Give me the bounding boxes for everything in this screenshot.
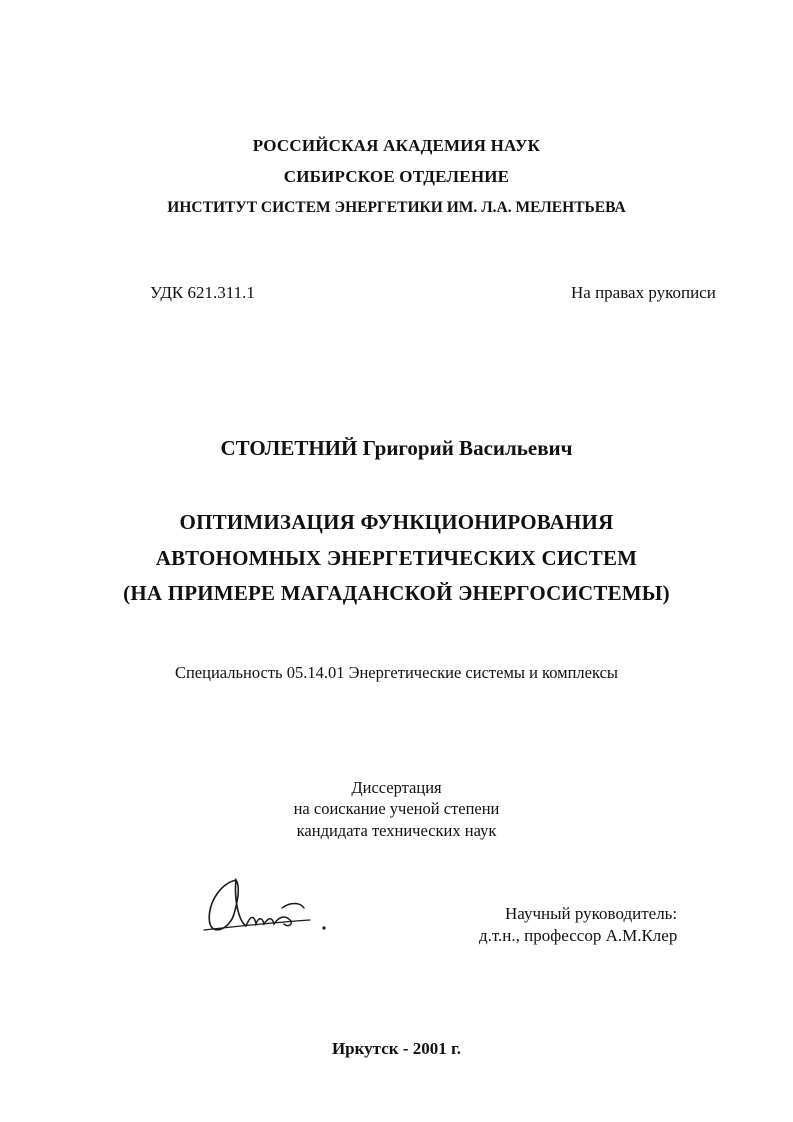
branch-name: СИБИРСКОЕ ОТДЕЛЕНИЕ [283, 167, 510, 186]
institute-name: ИНСТИТУТ СИСТЕМ ЭНЕРГЕТИКИ ИМ. Л.А. МЕЛЕНТЬЕВА [167, 199, 626, 216]
title-line-1: ОПТИМИЗАЦИЯ ФУНКЦИОНИРОВАНИЯ [179, 510, 614, 534]
degree-line-3: кандидата технических наук [296, 821, 497, 840]
udk-code: УДК 621.311.1 [150, 283, 255, 302]
supervisor-label: Научный руководитель: [505, 904, 678, 923]
degree-line-2: на соискание ученой степени [293, 799, 500, 818]
manuscript-rights: На правах рукописи [571, 283, 716, 302]
academy-name: РОССИЙСКАЯ АКАДЕМИЯ НАУК [252, 136, 541, 155]
specialty-line: Специальность 05.14.01 Энергетические системы и комплексы [174, 663, 619, 682]
title-line-3: (НА ПРИМЕРЕ МАГАДАНСКОЙ ЭНЕРГОСИСТЕМЫ) [123, 581, 670, 605]
handwritten-signature [200, 868, 350, 948]
city-year: Иркутск - 2001 г. [331, 1039, 462, 1058]
author-name: СТОЛЕТНИЙ Григорий Васильевич [220, 436, 573, 460]
degree-line-1: Диссертация [351, 778, 442, 797]
title-line-2: АВТОНОМНЫХ ЭНЕРГЕТИЧЕСКИХ СИСТЕМ [155, 546, 638, 570]
supervisor-name: д.т.н., профессор А.М.Клер [479, 926, 678, 945]
